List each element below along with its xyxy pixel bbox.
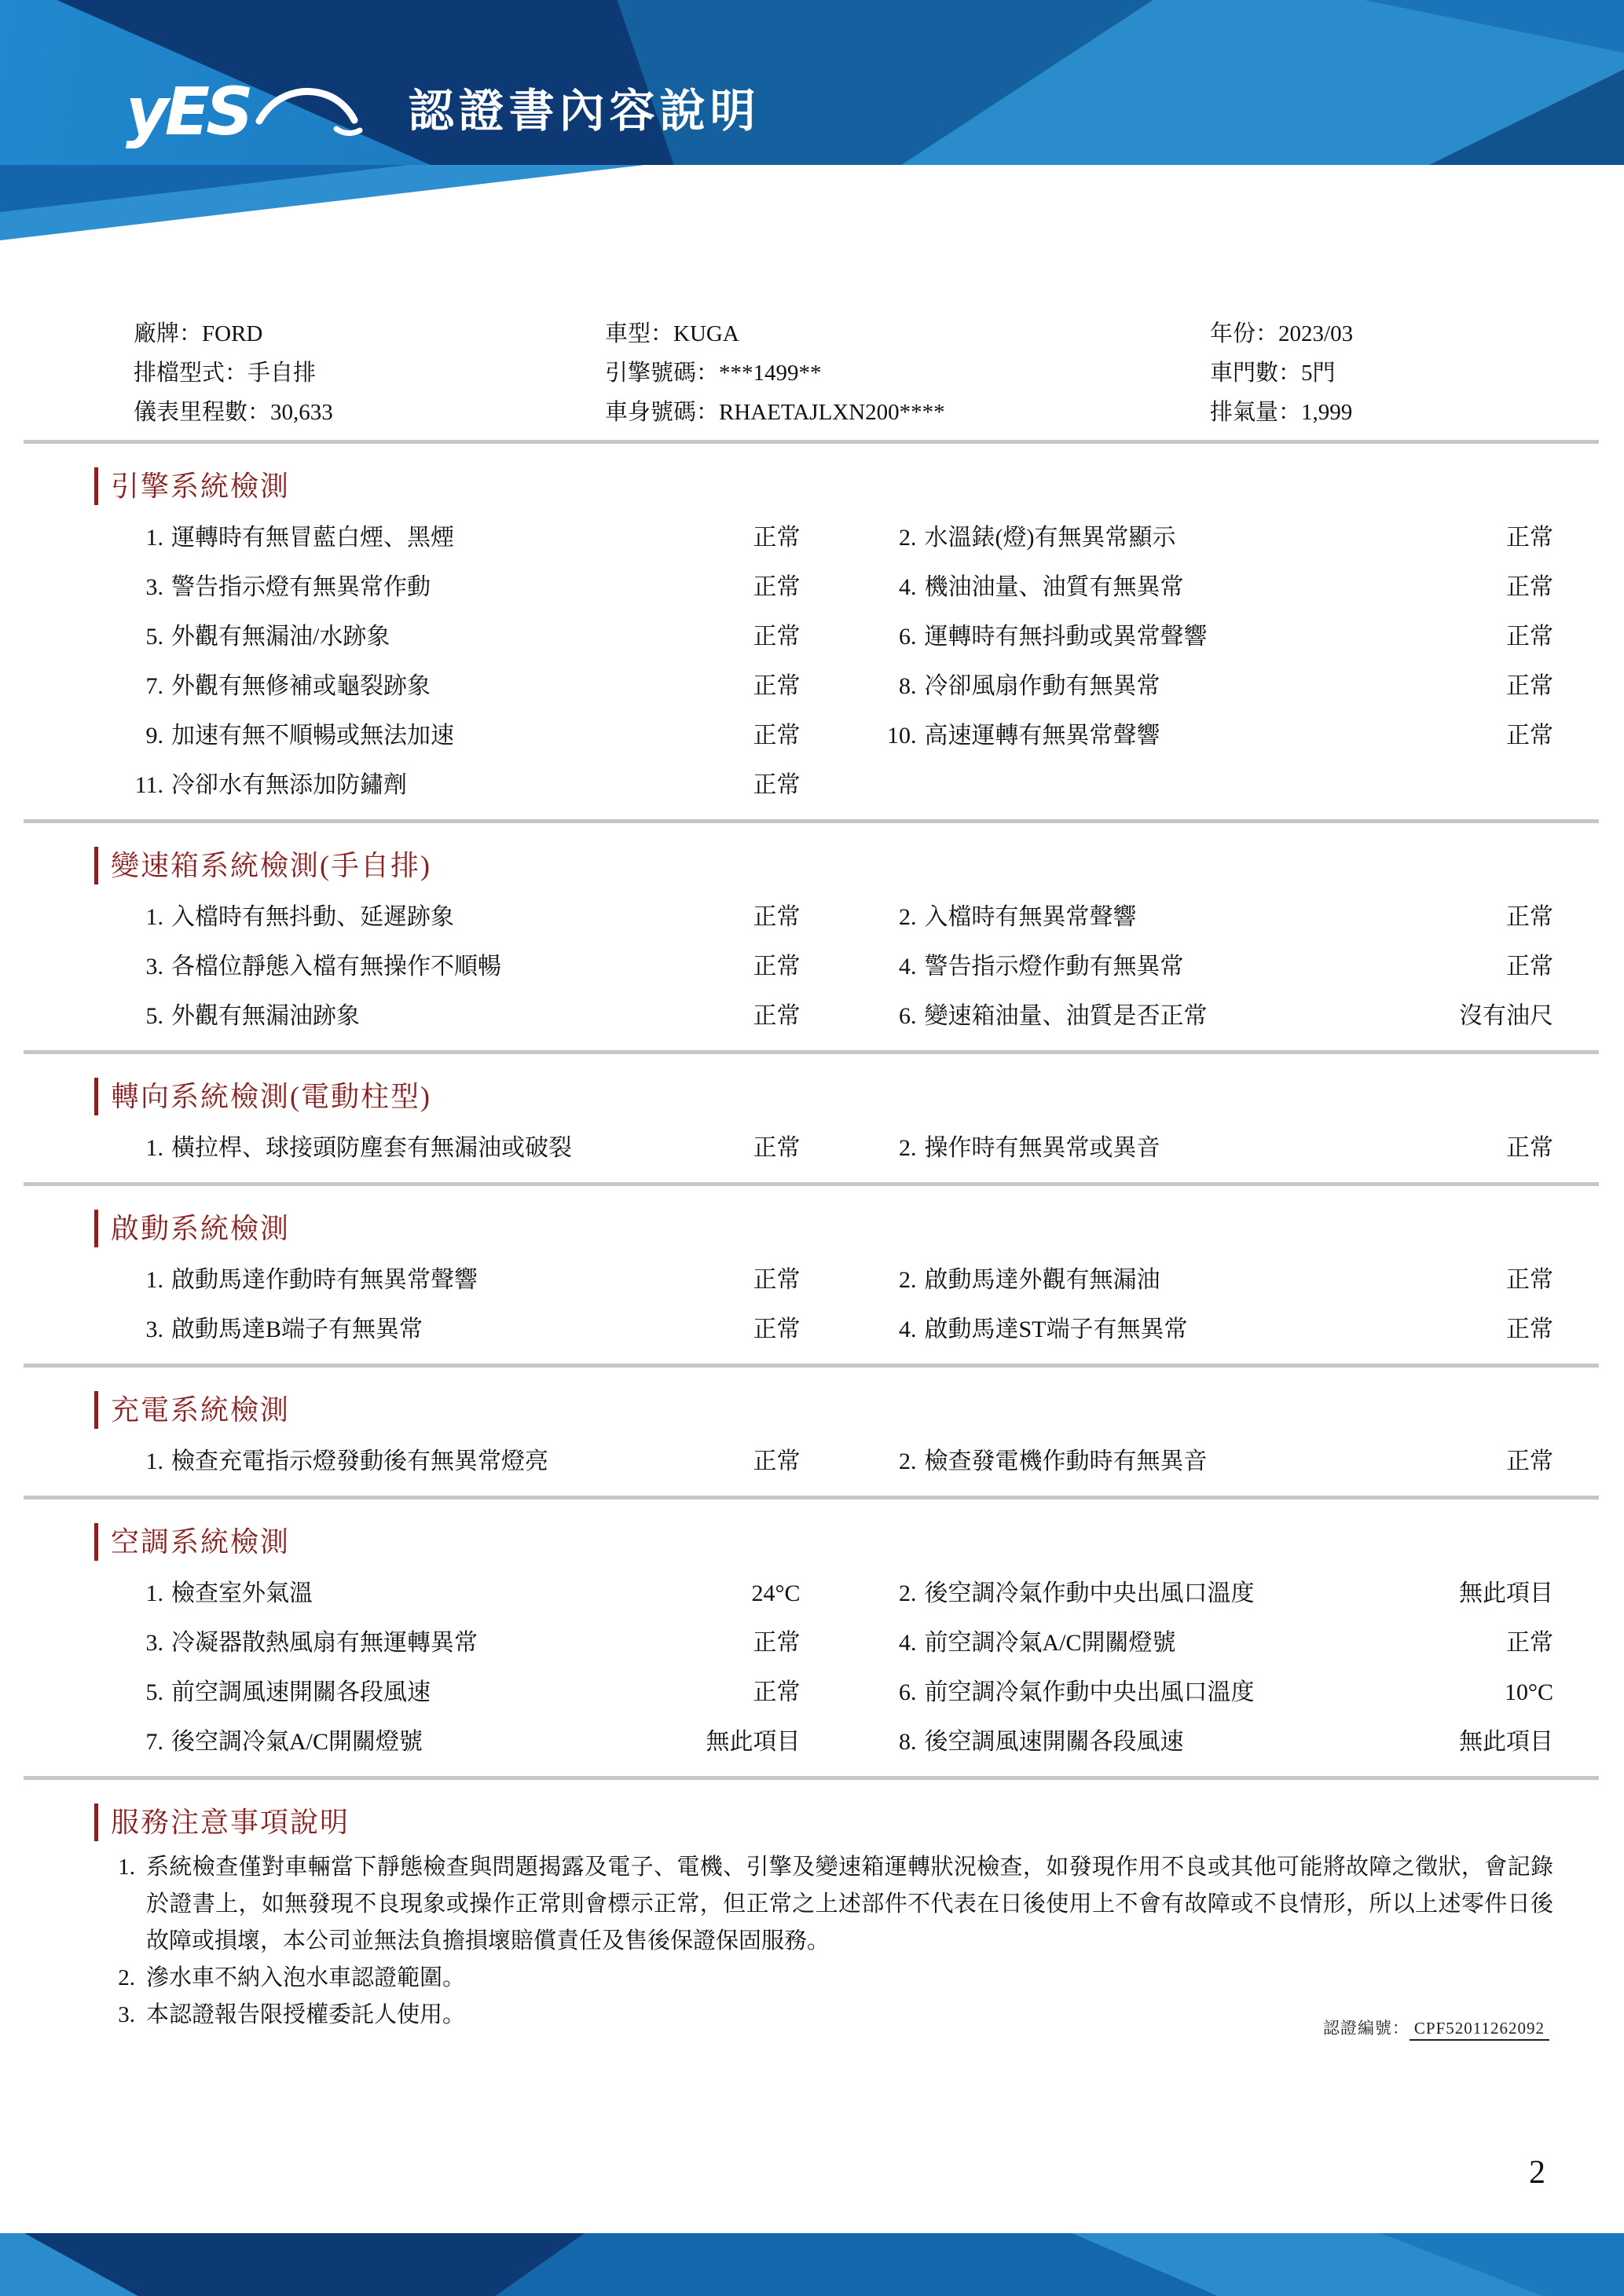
item-label: 運轉時有無抖動或異常聲響 bbox=[924, 624, 1208, 650]
item-value: 正常 bbox=[1506, 673, 1553, 699]
note-item bbox=[94, 1849, 1553, 1960]
item-label: 檢查充電指示燈發動後有無異常燈亮 bbox=[171, 1448, 548, 1474]
item-label: 啟動馬達作動時有無異常聲響 bbox=[171, 1267, 478, 1293]
item-label: 前空調風速開關各段風速 bbox=[171, 1679, 431, 1705]
item-number: 6. bbox=[899, 1003, 917, 1029]
item-value: 正常 bbox=[753, 1316, 801, 1342]
field-label: 排檔型式： bbox=[134, 361, 248, 386]
yes-logo bbox=[126, 73, 372, 150]
item-value: 無此項目 bbox=[1459, 1580, 1553, 1606]
item-label: 警告指示燈作動有無異常 bbox=[924, 954, 1184, 980]
field-value: RHAETAJLXN200**** bbox=[719, 400, 945, 425]
inspection-row bbox=[94, 1305, 1553, 1354]
page-title: 認證書內容說明 bbox=[408, 86, 761, 137]
item-value: 10°C bbox=[1504, 1679, 1553, 1705]
inspection-row bbox=[94, 991, 1553, 1041]
item-value: 正常 bbox=[1506, 723, 1553, 749]
vehicle-info-row bbox=[94, 353, 1553, 393]
item-label: 水溫錶(燈)有無異常顯示 bbox=[924, 525, 1176, 551]
item-number: 1. bbox=[145, 1267, 163, 1293]
inspection-row bbox=[94, 1618, 1553, 1668]
item-value bbox=[1396, 760, 1553, 810]
item-label: 後空調冷氣作動中央出風口溫度 bbox=[924, 1580, 1255, 1606]
item-number: 9. bbox=[145, 723, 163, 749]
inspection-row bbox=[94, 661, 1553, 711]
item-number: 8. bbox=[899, 673, 917, 699]
inspection-row bbox=[94, 1569, 1553, 1618]
field-label: 車身號碼： bbox=[605, 400, 720, 425]
item-label: 啟動馬達外觀有無漏油 bbox=[924, 1267, 1160, 1293]
field-value: FORD bbox=[202, 321, 263, 346]
section-engine bbox=[94, 467, 1553, 823]
field-value: 2023/03 bbox=[1278, 321, 1354, 346]
field-label: 排氣量： bbox=[1210, 400, 1302, 425]
inspection-row bbox=[94, 1437, 1553, 1486]
item-number: 4. bbox=[899, 954, 917, 980]
item-number: 3. bbox=[145, 1630, 163, 1656]
item-number: 10. bbox=[887, 723, 917, 749]
vehicle-info-row bbox=[94, 393, 1553, 432]
section-divider bbox=[24, 1496, 1599, 1500]
item-value: 無此項目 bbox=[706, 1729, 801, 1755]
certificate-number-label: 認證編號： bbox=[1322, 2019, 1410, 2038]
vehicle-info-cell bbox=[134, 393, 605, 432]
item-value: 正常 bbox=[753, 723, 801, 749]
item-label: 高速運轉有無異常聲響 bbox=[924, 723, 1160, 749]
item-label: 前空調冷氣作動中央出風口溫度 bbox=[924, 1679, 1255, 1705]
inspection-row bbox=[94, 1123, 1553, 1173]
item-number: 2. bbox=[899, 1580, 917, 1606]
section-air-conditioning bbox=[94, 1523, 1553, 1780]
item-value: 正常 bbox=[753, 1267, 801, 1293]
section-divider bbox=[24, 1776, 1599, 1780]
item-number: 2. bbox=[899, 1448, 917, 1474]
item-value: 正常 bbox=[1506, 1267, 1553, 1293]
page-header bbox=[0, 0, 1624, 165]
item-value: 正常 bbox=[1506, 904, 1553, 930]
item-value: 正常 bbox=[753, 772, 801, 798]
item-label: 檢查發電機作動時有無異音 bbox=[924, 1448, 1208, 1474]
field-value: 5門 bbox=[1301, 361, 1336, 386]
vehicle-info-cell bbox=[134, 314, 605, 353]
section-divider bbox=[24, 1050, 1599, 1054]
item-label: 啟動馬達B端子有無異常 bbox=[171, 1316, 423, 1342]
item-label: 後空調冷氣A/C開關燈號 bbox=[171, 1729, 423, 1755]
item-value: 無此項目 bbox=[1459, 1729, 1553, 1755]
section-title: 啟動系統檢測 bbox=[94, 1210, 1553, 1247]
section-title: 充電系統檢測 bbox=[94, 1391, 1553, 1429]
item-number: 1. bbox=[145, 1448, 163, 1474]
inspection-row bbox=[94, 612, 1553, 661]
item-number: 2. bbox=[899, 904, 917, 930]
item-number: 2. bbox=[899, 525, 917, 551]
item-value: 正常 bbox=[753, 1448, 801, 1474]
item-label: 操作時有無異常或異音 bbox=[924, 1135, 1160, 1161]
item-number: 3. bbox=[145, 1316, 163, 1342]
item-label: 冷卻風扇作動有無異常 bbox=[924, 673, 1160, 699]
vehicle-info-cell bbox=[605, 393, 1210, 432]
item-label: 加速有無不順暢或無法加速 bbox=[171, 723, 454, 749]
section-steering bbox=[94, 1078, 1553, 1186]
note-text: 滲水車不納入泡水車認證範圍。 bbox=[146, 1965, 466, 1990]
vehicle-info-cell bbox=[1210, 393, 1553, 432]
section-title: 服務注意事項說明 bbox=[94, 1803, 1553, 1841]
vehicle-info bbox=[94, 314, 1553, 432]
note-number: 2. bbox=[118, 1965, 135, 1990]
item-value: 正常 bbox=[1506, 624, 1553, 650]
field-label: 年份： bbox=[1210, 321, 1279, 346]
item-value: 正常 bbox=[753, 904, 801, 930]
field-value: 1,999 bbox=[1301, 400, 1353, 425]
section-starter bbox=[94, 1210, 1553, 1368]
item-number: 11. bbox=[134, 772, 163, 798]
item-label: 外觀有無漏油跡象 bbox=[171, 1003, 360, 1029]
inspection-row bbox=[94, 760, 1553, 810]
page-number: 2 bbox=[1529, 2155, 1545, 2191]
item-label: 運轉時有無冒藍白煙、黑煙 bbox=[171, 525, 454, 551]
item-value: 沒有油尺 bbox=[1459, 1003, 1553, 1029]
field-value: KUGA bbox=[673, 321, 739, 346]
note-item bbox=[94, 1960, 1553, 1997]
field-label: 廠牌： bbox=[134, 321, 203, 346]
item-number: 6. bbox=[899, 1679, 917, 1705]
inspection-row bbox=[94, 892, 1553, 942]
item-label: 前空調冷氣A/C開關燈號 bbox=[924, 1630, 1176, 1656]
item-value: 正常 bbox=[753, 525, 801, 551]
item-label: 警告指示燈有無異常作動 bbox=[171, 574, 431, 600]
section-title: 空調系統檢測 bbox=[94, 1523, 1553, 1561]
section-divider bbox=[24, 819, 1599, 823]
item-number: 3. bbox=[145, 574, 163, 600]
certificate-number-value: CPF52011262092 bbox=[1410, 2019, 1549, 2041]
note-text: 本認證報告限授權委託人使用。 bbox=[146, 2002, 466, 2027]
item-value: 正常 bbox=[1506, 1135, 1553, 1161]
item-label: 檢查室外氣溫 bbox=[171, 1580, 313, 1606]
inspection-row bbox=[94, 942, 1553, 991]
section-title: 變速箱系統檢測(手自排) bbox=[94, 847, 1553, 884]
section-title: 轉向系統檢測(電動柱型) bbox=[94, 1078, 1553, 1115]
item-label: 冷卻水有無添加防鏽劑 bbox=[171, 772, 407, 798]
vehicle-info-cell bbox=[1210, 314, 1553, 353]
item-value: 正常 bbox=[753, 1003, 801, 1029]
item-label bbox=[925, 760, 1397, 810]
item-number: 1. bbox=[145, 904, 163, 930]
field-value: ***1499** bbox=[719, 361, 822, 386]
note-number: 3. bbox=[118, 2002, 135, 2027]
field-value: 手自排 bbox=[247, 361, 317, 386]
section-divider bbox=[24, 440, 1599, 444]
inspection-row bbox=[94, 711, 1553, 760]
section-transmission bbox=[94, 847, 1553, 1054]
item-label: 外觀有無修補或龜裂跡象 bbox=[171, 673, 431, 699]
item-number bbox=[848, 760, 925, 810]
item-number: 7. bbox=[145, 673, 163, 699]
item-number: 7. bbox=[145, 1729, 163, 1755]
page-footer bbox=[0, 2233, 1624, 2296]
item-number: 4. bbox=[899, 1316, 917, 1342]
item-number: 6. bbox=[899, 624, 917, 650]
item-value: 正常 bbox=[753, 1630, 801, 1656]
vehicle-info-cell bbox=[605, 314, 1210, 353]
field-label: 車型： bbox=[605, 321, 674, 346]
item-number: 2. bbox=[899, 1135, 917, 1161]
item-value: 正常 bbox=[1506, 954, 1553, 980]
item-value: 正常 bbox=[1506, 1448, 1553, 1474]
item-label: 冷凝器散熱風扇有無運轉異常 bbox=[171, 1630, 478, 1656]
item-value: 正常 bbox=[1506, 574, 1553, 600]
inspection-row bbox=[94, 562, 1553, 612]
vehicle-info-row bbox=[94, 314, 1553, 353]
inspection-row bbox=[94, 1668, 1553, 1717]
inspection-row bbox=[94, 1717, 1553, 1767]
item-number: 5. bbox=[145, 1003, 163, 1029]
item-number: 1. bbox=[145, 1135, 163, 1161]
item-label: 各檔位靜態入檔有無操作不順暢 bbox=[171, 954, 501, 980]
item-number: 3. bbox=[145, 954, 163, 980]
item-number: 5. bbox=[145, 624, 163, 650]
field-label: 車門數： bbox=[1210, 361, 1302, 386]
yes-logo-text: yES bbox=[126, 73, 250, 150]
item-label: 機油油量、油質有無異常 bbox=[924, 574, 1184, 600]
item-label: 入檔時有無異常聲響 bbox=[924, 904, 1137, 930]
section-service-notes bbox=[94, 1803, 1553, 2034]
item-label: 後空調風速開關各段風速 bbox=[924, 1729, 1184, 1755]
vehicle-info-cell bbox=[1210, 353, 1553, 393]
item-label: 入檔時有無抖動、延遲跡象 bbox=[171, 904, 454, 930]
section-divider bbox=[24, 1364, 1599, 1368]
item-label: 橫拉桿、球接頭防塵套有無漏油或破裂 bbox=[171, 1135, 572, 1161]
item-value: 正常 bbox=[753, 624, 801, 650]
note-number: 1. bbox=[118, 1855, 135, 1880]
item-number: 1. bbox=[145, 1580, 163, 1606]
item-value: 正常 bbox=[753, 574, 801, 600]
item-number: 5. bbox=[145, 1679, 163, 1705]
item-number: 2. bbox=[899, 1267, 917, 1293]
inspection-row bbox=[94, 513, 1553, 562]
item-number: 8. bbox=[899, 1729, 917, 1755]
note-text: 系統檢查僅對車輛當下靜態檢查與問題揭露及電子、電機、引擎及變速箱運轉狀況檢查，如發現作用不良或其他可能將故障之徵狀，會記錄於證書上，如無發現不良現象或操作正常則會標示正常，但正常之上述部件不代表在日後使用上不會有故障或不良情形，所以上述零件日後故障或損壞，本公司並無法負擔損壞賠償責任及售後保證保固服務。 bbox=[146, 1855, 1553, 1954]
item-value: 24°C bbox=[751, 1580, 801, 1606]
vehicle-info-cell bbox=[134, 353, 605, 393]
field-label: 引擎號碼： bbox=[605, 361, 720, 386]
section-divider bbox=[24, 1182, 1599, 1186]
section-charging bbox=[94, 1391, 1553, 1500]
item-value: 正常 bbox=[753, 673, 801, 699]
item-value: 正常 bbox=[753, 1135, 801, 1161]
inspection-row bbox=[94, 1255, 1553, 1305]
car-silhouette-icon bbox=[255, 79, 372, 140]
item-value: 正常 bbox=[1506, 525, 1553, 551]
field-label: 儀表里程數： bbox=[134, 400, 271, 425]
item-number: 1. bbox=[145, 525, 163, 551]
item-number: 4. bbox=[899, 1630, 917, 1656]
item-value: 正常 bbox=[753, 1679, 801, 1705]
item-label: 外觀有無漏油/水跡象 bbox=[171, 624, 390, 650]
item-label: 變速箱油量、油質是否正常 bbox=[924, 1003, 1208, 1029]
vehicle-info-cell bbox=[605, 353, 1210, 393]
section-title: 引擎系統檢測 bbox=[94, 467, 1553, 505]
item-value: 正常 bbox=[753, 954, 801, 980]
item-value: 正常 bbox=[1506, 1630, 1553, 1656]
certificate-number bbox=[1323, 2016, 1549, 2039]
item-value: 正常 bbox=[1506, 1316, 1553, 1342]
item-label: 啟動馬達ST端子有無異常 bbox=[924, 1316, 1188, 1342]
item-number: 4. bbox=[899, 574, 917, 600]
field-value: 30,633 bbox=[270, 400, 333, 425]
